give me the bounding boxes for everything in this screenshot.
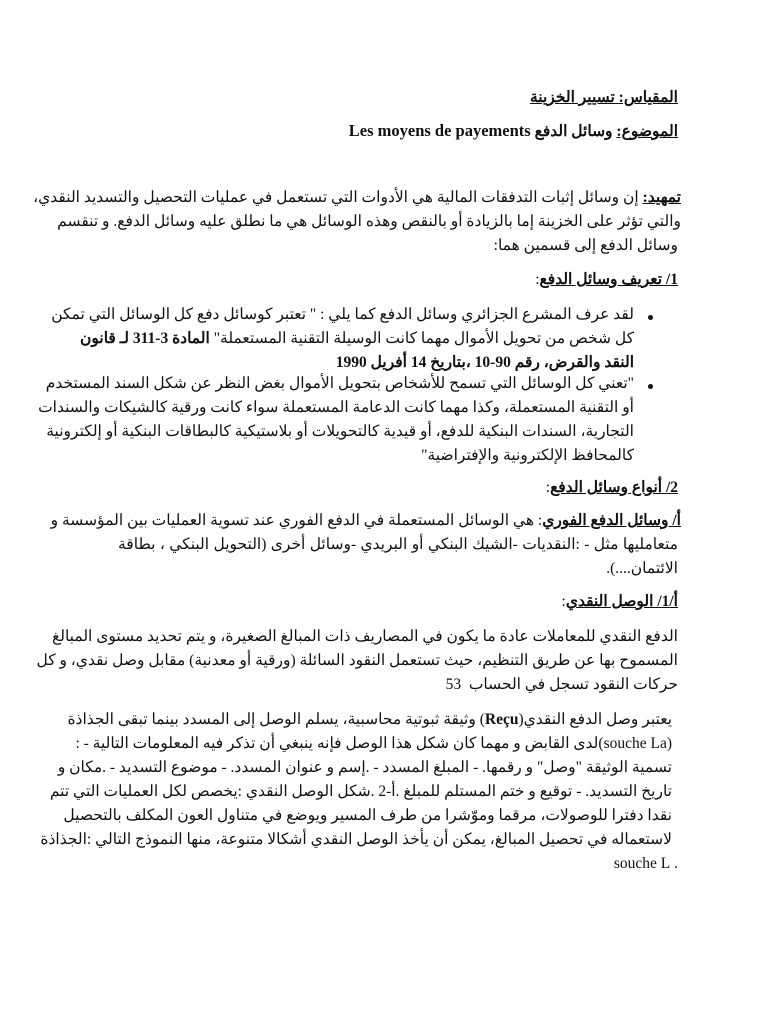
bullet2-line-1: "تعني كل الوسائل التي تسمح للأشخاص بتحويل الأموال بغض النظر عن شكل السند المستخدم [45,375,634,392]
bullet2-line-4: كالمحافظ الإلكترونية والإفتراضية" [421,447,634,464]
section2-a-line-2: متعامليها مثل - :النقديات -الشيك البنكي أو البريدي -وسائل أخرى (التحويل البنكي ، بطاقة [118,536,678,553]
intro-line-1: تمهيد: إن وسائل إثبات التدفقات المالية هي الأدوات التي تستعمل في عمليات التحصيل والتسديد النقدي، [33,189,681,206]
bullet-1 [648,315,653,320]
section1-title: 1/ تعريف وسائل الدفع: [535,271,678,288]
section3-title: أ/1/ الوصل النقدي: [561,593,678,610]
section2-a-line-3: الائتمان....). [606,560,678,577]
bullet2-line-3: التجارية، السندات البنكية للدفع، أو قيدية كالتحويلات أو بلاستيكية كالبطاقات البنكية أو إلكترونية [46,423,634,440]
topic-value: وسائل الدفع [530,123,617,140]
module-label: المقياس: [618,89,678,106]
module-heading [530,88,678,108]
section2-a-line-1: أ/ وسائل الدفع الفوري: هي الوسائل المستعملة في الدفع الفوري عند تسوية العمليات بين المؤسسة و [50,512,681,529]
section3-p2-line-3: تسمية الوثيقة "وصل" و رقمها. - المبلغ المسدد - .إسم و عنوان المسدد. - موضوع التسديد - .مكان و [57,759,672,776]
section3-p2-line-2: (souche La)لدى القابض و مهما كان شكل هذا الوصل فإنه ينبغي أن تذكر فيه المعلومات التالية - : [75,735,672,752]
section2-title: 2/ أنواع وسائل الدفع: [545,479,678,496]
bullet1-line-1: لقد عرف المشرع الجزائري وسائل الدفع كما يلي : " تعتبر كوسائل دفع كل الوسائل التي تمكن [51,306,634,323]
section3-p2-line-5: نقدا دفترا للوصولات، مرقما وموّشرا من طرف المسير ويوضع في متناول العون المكلف بالتحصيل [63,807,672,824]
bullet2-line-2: أو التقنية المستعملة، وكذا مهما كانت الدعامة المستعملة سواء كانت ورقية كالشيكات والسندات [38,399,634,416]
section2-a-label: أ/ وسائل الدفع الفوري [542,512,681,529]
section3-p2-line-4: تاريخ التسديد. - توقيع و ختم المستلم للمبلغ .أ-2 .شكل الوصل النقدي :يخصص لكل العمليات التي تتم [49,783,672,800]
intro-label: تمهيد: [642,189,681,206]
intro-line-3: وسائل الدفع إلى قسمين هما: [493,237,678,254]
intro-line-2: والتي تؤثر على الخزينة إما بالزيادة أو بالنقص وهذه الوسائل هي ما نطلق عليه وسائل الدفع. و تنقسم [57,213,681,230]
module-value: تسيير الخزينة [529,89,619,106]
bullet1-line-2: كل شخص من تحويل الأموال مهما كانت الوسيلة التقنية المستعملة" المادة 3-311 لـ قانون [80,330,634,347]
bullet-2 [648,384,653,389]
topic-label: الموضوع: [616,123,678,140]
section3-p1-line-1: الدفع النقدي للمعاملات عادة ما يكون في المصاريف ذات المبالغ الصغيرة، و يتم تحديد مستوى المبالغ [51,628,678,645]
account-number: 53 [445,676,462,693]
section3-p1-line-3: حركات النقود تسجل في الحساب 53 [445,676,678,693]
section3-p1-line-2: المسموح بها عن طريق التنظيم، حيث تستعمل النقود السائلة (ورقية أو معدنية) مقابل وصل نقدي، و كل [36,652,678,669]
section3-p2-line-6: لاستعماله في تحصيل المبالغ، يمكن أن يأخذ الوصل النقدي أشكالا متنوعة، منها النموذج التالي :الجذاذة [40,831,672,848]
topic-french: Les moyens de payements [348,121,531,140]
topic-heading [349,121,678,142]
section3-p2-line-1: يعتبر وصل الدفع النقدي(Reçu) وثيقة ثبوتية محاسبية، يسلم الوصل إلى المسدد بينما تبقى الجذاذة [67,711,672,728]
bullet1-line-3: النقد والقرض، رقم 90-10 ،بتاريخ 14 أفريل 1990 [335,354,634,371]
section3-p2-line-7: . souche L [613,855,678,872]
